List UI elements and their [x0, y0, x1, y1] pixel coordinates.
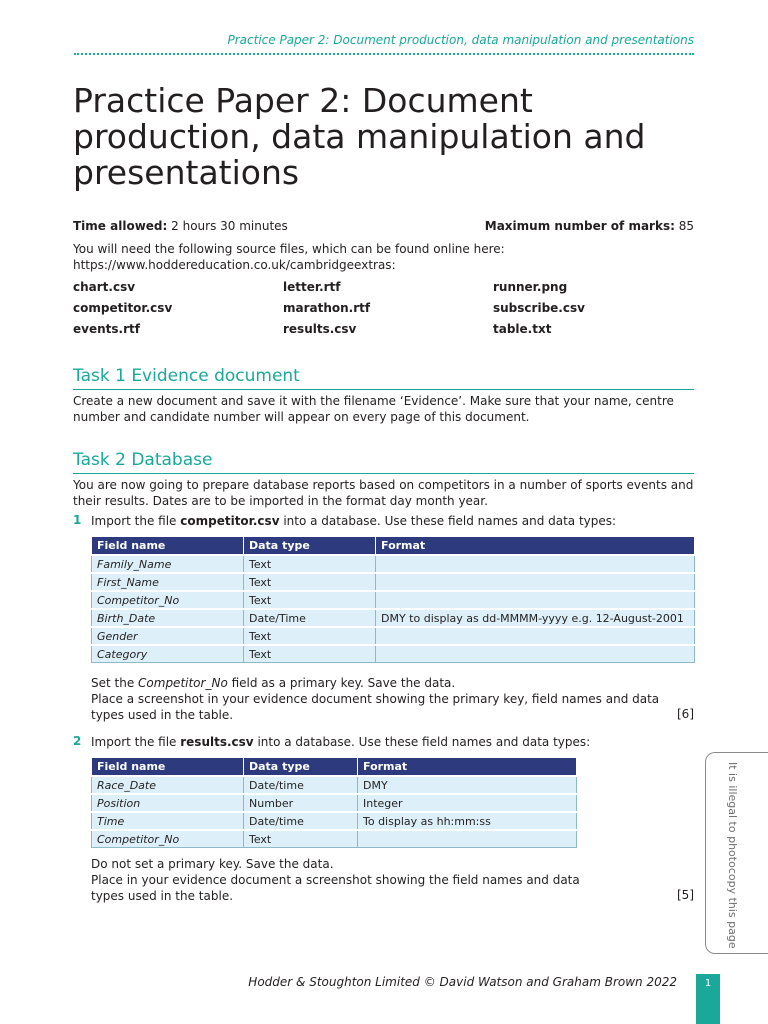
- time-allowed: [73, 219, 288, 233]
- question1-marks: [6]: [677, 707, 694, 721]
- time-allowed-value: 2 hours 30 minutes: [171, 219, 288, 233]
- max-marks: [485, 219, 694, 233]
- field-name-cell: Birth_Date: [92, 609, 244, 627]
- source-file: events.rtf: [73, 322, 140, 336]
- competitor-fields-table: [91, 536, 695, 663]
- file-name: results.csv: [180, 735, 254, 749]
- question-text-part: Import the file: [91, 735, 181, 749]
- column-header: Data type: [244, 758, 358, 777]
- max-marks-label: Maximum number of marks:: [484, 219, 675, 233]
- field-name-cell: Time: [92, 812, 244, 830]
- field-name-cell: Position: [92, 794, 244, 812]
- field-name-cell: Race_Date: [92, 776, 244, 794]
- data-type-cell: Text: [244, 591, 376, 609]
- data-type-cell: Number: [244, 794, 358, 812]
- data-type-cell: Date/time: [244, 812, 358, 830]
- data-type-cell: Date/Time: [244, 609, 376, 627]
- data-type-cell: Text: [244, 830, 358, 848]
- table-header-row: [92, 537, 695, 556]
- data-type-cell: Text: [244, 645, 376, 663]
- table-header-row: [92, 758, 577, 777]
- running-head: Practice Paper 2: Document production, data manipulation and presentations: [227, 33, 694, 47]
- table-row: [92, 555, 695, 573]
- source-file: table.txt: [493, 322, 552, 336]
- format-cell: [376, 645, 695, 663]
- question2-followup-line: Do not set a primary key. Save the data.: [91, 857, 334, 871]
- table-row: [92, 591, 695, 609]
- field-name-cell: Competitor_No: [92, 591, 244, 609]
- format-cell: [376, 627, 695, 645]
- question1-followup-line: types used in the table.: [91, 708, 234, 722]
- format-cell: [376, 591, 695, 609]
- page-number: 1: [696, 974, 720, 1024]
- question1-followup: [91, 675, 455, 691]
- source-files-intro: You will need the following source files, which can be found online here: https://www.hoddereducation.co.uk/cambridgeextras:: [73, 242, 505, 272]
- table-row: [92, 573, 695, 591]
- field-name-cell: Gender: [92, 627, 244, 645]
- copyright-footer: Hodder & Stoughton Limited © David Watson and Graham Brown 2022: [248, 975, 677, 989]
- format-cell: DMY to display as dd-MMMM-yyyy e.g. 12-August-2001: [376, 609, 695, 627]
- question-number: 2: [73, 734, 82, 748]
- field-reference: Competitor_No: [138, 676, 228, 690]
- source-file: runner.png: [493, 280, 568, 294]
- page-title: Practice Paper 2: Document production, data manipulation and presentations: [73, 81, 646, 192]
- source-file: marathon.rtf: [283, 301, 371, 315]
- data-type-cell: Date/time: [244, 776, 358, 794]
- field-name-cell: First_Name: [92, 573, 244, 591]
- photocopy-notice: It is illegal to photocopy this page: [726, 762, 739, 949]
- file-name: competitor.csv: [180, 514, 280, 528]
- table-row: [92, 776, 577, 794]
- source-files-list: [73, 280, 695, 336]
- question2-text: [91, 734, 590, 750]
- column-header: Format: [376, 537, 695, 556]
- task2-intro: You are now going to prepare database reports based on competitors in a number of sports events and their results. Dates are to be imported in the format day month year.: [73, 478, 694, 508]
- format-cell: [358, 830, 577, 848]
- question1-text: [91, 513, 616, 529]
- format-cell: [376, 555, 695, 573]
- question2-followup-line: types used in the table.: [91, 889, 234, 903]
- field-name-cell: Competitor_No: [92, 830, 244, 848]
- question-text-part: into a database. Use these field names and data types:: [253, 735, 591, 749]
- source-file: competitor.csv: [73, 301, 173, 315]
- followup-text-part: field as a primary key. Save the data.: [227, 676, 456, 690]
- field-name-cell: Category: [92, 645, 244, 663]
- data-type-cell: Text: [244, 555, 376, 573]
- question2-marks: [5]: [677, 888, 694, 902]
- max-marks-value: 85: [678, 219, 694, 233]
- field-name-cell: Family_Name: [92, 555, 244, 573]
- table-row: [92, 794, 577, 812]
- data-type-cell: Text: [244, 627, 376, 645]
- source-file: subscribe.csv: [493, 301, 585, 315]
- column-header: Field name: [92, 537, 244, 556]
- header-divider: [74, 53, 694, 55]
- source-file: results.csv: [283, 322, 357, 336]
- question-text-part: Import the file: [91, 514, 181, 528]
- task1-heading: Task 1 Evidence document: [73, 366, 694, 390]
- question-number: 1: [73, 513, 82, 527]
- time-allowed-label: Time allowed:: [73, 219, 168, 233]
- question1-followup-line: Place a screenshot in your evidence document showing the primary key, field names and data: [91, 692, 660, 706]
- task1-text: Create a new document and save it with the filename ‘Evidence’. Make sure that your name, centre number and candidate number will appear on every page of this document.: [73, 394, 674, 424]
- source-file: letter.rtf: [283, 280, 341, 294]
- source-file: chart.csv: [73, 280, 136, 294]
- table-row: [92, 627, 695, 645]
- table-row: [92, 645, 695, 663]
- followup-text-part: Set the: [91, 676, 139, 690]
- format-cell: To display as hh:mm:ss: [358, 812, 577, 830]
- format-cell: Integer: [358, 794, 577, 812]
- table-row: [92, 812, 577, 830]
- table-row: [92, 830, 577, 848]
- table-row: [92, 609, 695, 627]
- column-header: Format: [358, 758, 577, 777]
- question2-followup-line: Place in your evidence document a screenshot showing the field names and data: [91, 873, 580, 887]
- question-text-part: into a database. Use these field names and data types:: [279, 514, 617, 528]
- data-type-cell: Text: [244, 573, 376, 591]
- format-cell: [376, 573, 695, 591]
- format-cell: DMY: [358, 776, 577, 794]
- column-header: Data type: [244, 537, 376, 556]
- task2-heading: Task 2 Database: [73, 450, 694, 474]
- column-header: Field name: [92, 758, 244, 777]
- results-fields-table: [91, 757, 577, 848]
